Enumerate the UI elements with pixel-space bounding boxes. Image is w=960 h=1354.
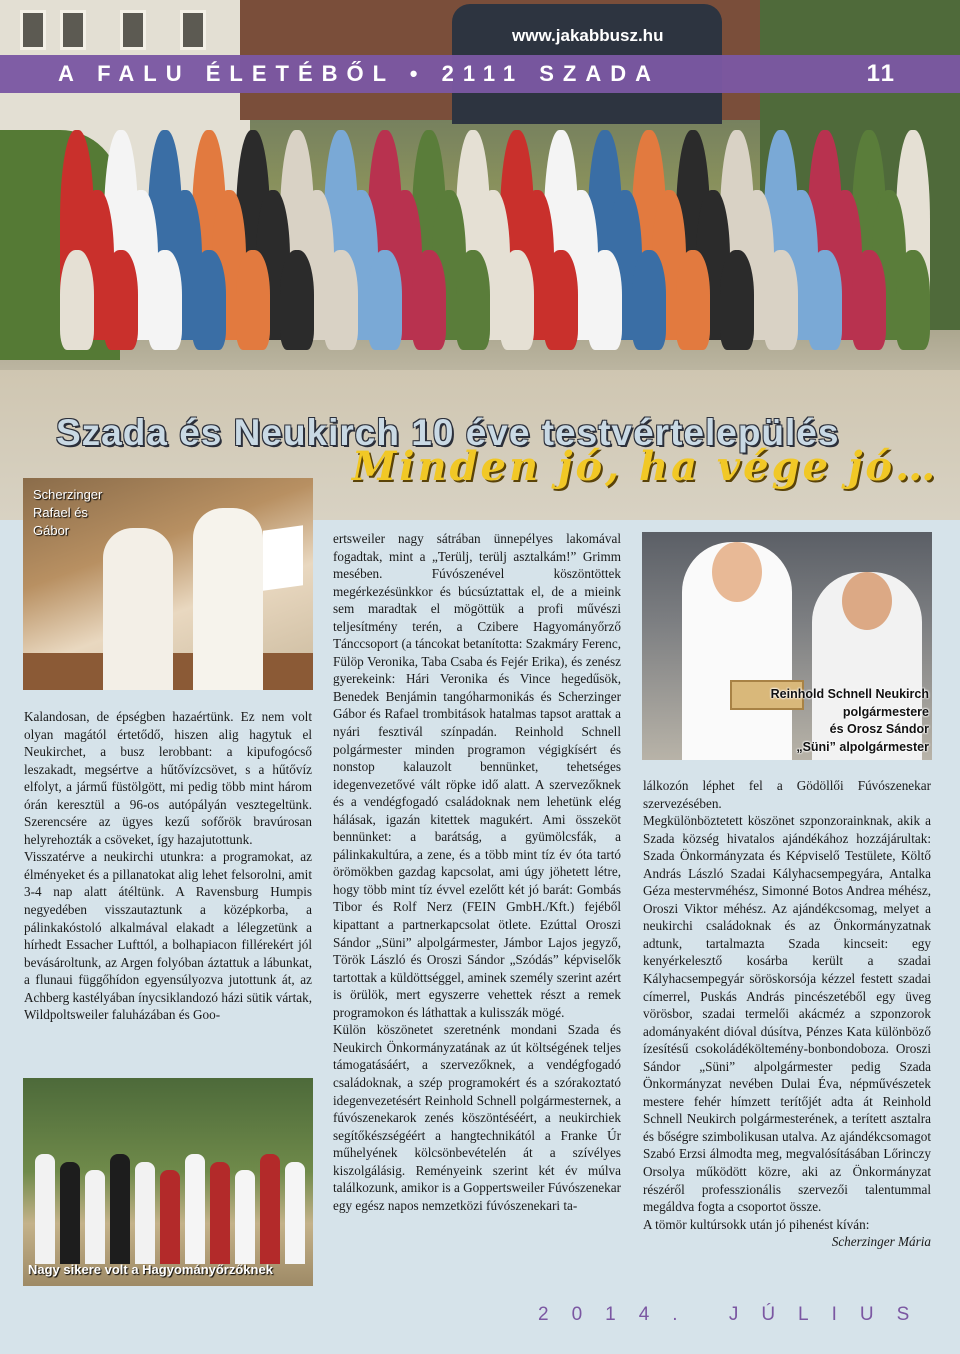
article-title: Szada és Neukirch 10 éve testvértelepülés [56,412,840,453]
person-figure [192,250,226,350]
dancer-figure [85,1170,105,1264]
person-figure [896,250,930,350]
person-figure [456,250,490,350]
dancer-figure [110,1154,130,1264]
person-figure [104,250,138,350]
caption-line: és Orosz Sándor [829,722,929,736]
dancer-figure [185,1154,205,1264]
dance-photo [23,1078,313,1286]
person-figure [720,250,754,350]
column-3 [643,777,931,1251]
person-figure [764,250,798,350]
paragraph: Kalandosan, de épségben hazaértünk. Ez nem volt olyan magától értetődő, hiszen alig hagytuk el Neukirchet, a busz lerobbant: a kipufogócső leszakadt, megsértve a hűtővízcsövet, s a hűtővíz elfolyt, a jármű füstölgött, mi pedig több mint három órán keresztül a 96-os autópályán vesztegeltünk. Szerencsére az ügyes kezű sofőrök bravúrosan helyrehozták a csöveket, így hazajutottunk. [24,709,312,847]
person-figure [808,250,842,350]
paragraph: A tömör kultúrsokk után jó pihenést kíván: [643,1216,870,1232]
person-figure [148,250,182,350]
person-figure [588,250,622,350]
person-figure [412,250,446,350]
paragraph: Megkülönböztetett köszönet szponzorainknak, akik a Szada község hivatalos ajándékához hozzájárultak: Szada Önkormányzata és Képviselő Testülete, Költő András László Szadai Kályhacsempegyára, Antalka Géza mestervméhész, Simonné Botos Andrea méhész, Oroszi Viktor méhész. Az ajándékcsomag, melyet a neukirchi családoknak és az Önkormányzatnak adtunk, tartalmazta Szada kincseit: egy kenyérkelesztő kosárba került a szadai Kályhacsempegyár söröskorsója kézzel festett szadai címerrel, Puskás András pincészetéből egy üveg vörösbor, szadai termelői akácméz a szponzorok adományaként dióval dúsítva, Pénzes Kata különböző ízesítésű csokoládéköltemény-bonbondoboza. Oroszi Sándor „Süni” alpolgármester pedig Szada Önkormányzat nevében Dulai Éva, népművészetek mestere fehér hímzett terítőjét adta át Reinhold Schnell Neukirch polgármesterének, a terített asztalra és bőségre szimbolikusan utalva. Az ajándékcsomagot Szabó Erzsi álmodta meg, megvalósításában Lőrinczy Orsolya működött közre, aki az Önkormányzat részéről professzionális szervezői talentummal megáldva fogta a csoportot össze. [643,813,931,1215]
caption-line: polgármestere [842,704,929,719]
person-figure [544,250,578,350]
caption-line: Reinhold Schnell Neukirch [770,687,929,701]
person-figure [324,250,358,350]
trumpet-caption: Scherzinger Rafael és Gábor [33,487,103,538]
dancer-figure [285,1162,305,1264]
column-1 [24,708,312,1024]
person-figure [500,250,534,350]
dancer-figure [260,1154,280,1264]
bus-text: www.jakabbusz.hu [512,26,664,45]
dance-caption: Nagy sikere volt a Hagyományőrzőknek [28,1262,273,1277]
crowd [50,130,950,400]
dancer-figure [160,1170,180,1264]
paragraph: Visszatérve a neukirchi utunkra: a programokat, az élményeket és a pillanatokat alig lehet felsorolni, amit 3-4 nap alatt átéltünk. A Ravensburg Humpis negyedében visszautaztunk a középkorba, a pálinkakóstoló alkalmával elakadt a lélegzetünk a hírhedt Essacher Lufttól, a bolhapiacon fillérekért jól bevásároltunk, az Argen folyóban áztattuk a lábunkat, a flunaui függőhídon egyensúlyozva jutottunk át, az Achberg kastélyában ínycsiklandozó házi sütik vártak, Wildpoltsweiler faluházában és Goo- [24,849,312,1023]
caption-line: „Süni” alpolgármester [796,739,929,754]
page-number: 11 [866,60,896,87]
paragraph: ertsweiler nagy sátrában ünnepélyes lakomával fogadtak, mint a „Terülj, terülj asztalkám!” Grimm mesében. Fúvószenével köszöntöttek megérkezésünkkor és búcsúztattak el, de a mieink sem maradtak el mögöttük a profi művészi teljesítmény terén, a Czibere Hagyományőrző Tánccsoport (a táncokat betanította: Szakmáry Ferenc, Fülöp Veronika, Taba Csaba és Fejér Erika), és zenész gyerekeink: Hári Veronika és Vince hegedűsök, Benedek Benjámin tangóharmonikás és Scherzinger Gábor és Rafael trombitások hatalmas tapsot arattak a nyári fesztivál színpadán. Reinhold Schnell polgármester minden programon végigkísért és nonstop kalauzolt bennünket, tehetséges idegenvezetővé vált röpke idő alatt. A szervezőknek és a vendégfogadó családoknak nem lehetünk elég hálásak, igazán kitettek magukért. Ami összeköt bennünket: a barátság, a gyümölcsfák, a pálinkakultúra, a zene, és a több mint tíz év óta tartó örömökben gazdag kapcsolat, ami úgy jöhetett létre, hogy több mint tíz évvel ezelőtt két jó barát: Gombás Tibor és Rolf Nerz (FEIN GmbH./Kft.) fejéből kipattant a partnerkapcsolat ötlete. Ezúttal Oroszi Sándor „Süni” alpolgármester, Jámbor Lajos jegyző, Török László és Oroszi Sándor „Szódás” képviselők tartottak a küldöttséggel, aminek személy szerint azért is örülök, mert egyszerre vehettek részt a remek programokon és láthattak a kulisszák mögé. [333,531,621,1020]
dancer-figure [60,1162,80,1264]
dancer-figure [210,1162,230,1264]
dancer-figure [235,1170,255,1264]
person-figure [676,250,710,350]
dancer-figure [135,1162,155,1264]
running-title: A FALU ÉLETÉBŐL • 2111 SZADA [58,61,661,86]
dancer-figure [35,1154,55,1264]
person-figure [852,250,886,350]
person-figure [368,250,402,350]
article-subtitle: Minden jó, ha vége jó… [352,443,939,490]
person-figure [60,250,94,350]
person-figure [632,250,666,350]
column-2 [333,530,621,1214]
issue-date: 2014. JÚLIUS [538,1304,933,1325]
person-figure [280,250,314,350]
mayor-caption [729,686,929,756]
person-figure [236,250,270,350]
paragraph: lálkozón léphet fel a Gödöllői Fúvószenekar szervezésében. [643,778,931,811]
signature: Scherzinger Mária [831,1234,931,1250]
paragraph: Külön köszönetet szeretnénk mondani Szada és Neukirch Önkormányzatának az út költségének teljes támogatásáért, a szervezőknek, a vendégfogadó családoknak, a szép programokért és a szórakoztató idegenvezetésért Reinhold Schnell polgármesternek, a fúvószenekarok zenés köszöntéséért, a neukirchiek segítőkészségéért a hangtechnikától a Franke Úr műhelyének kölcsönbevételén át a szívélyes kiszolgálásig. Reményeink szerint két év múlva találkozunk, amikor is a Goppertsweiler Fúvószenekar egy egész napos nemzetközi fúvószenekari ta- [333,1022,621,1213]
